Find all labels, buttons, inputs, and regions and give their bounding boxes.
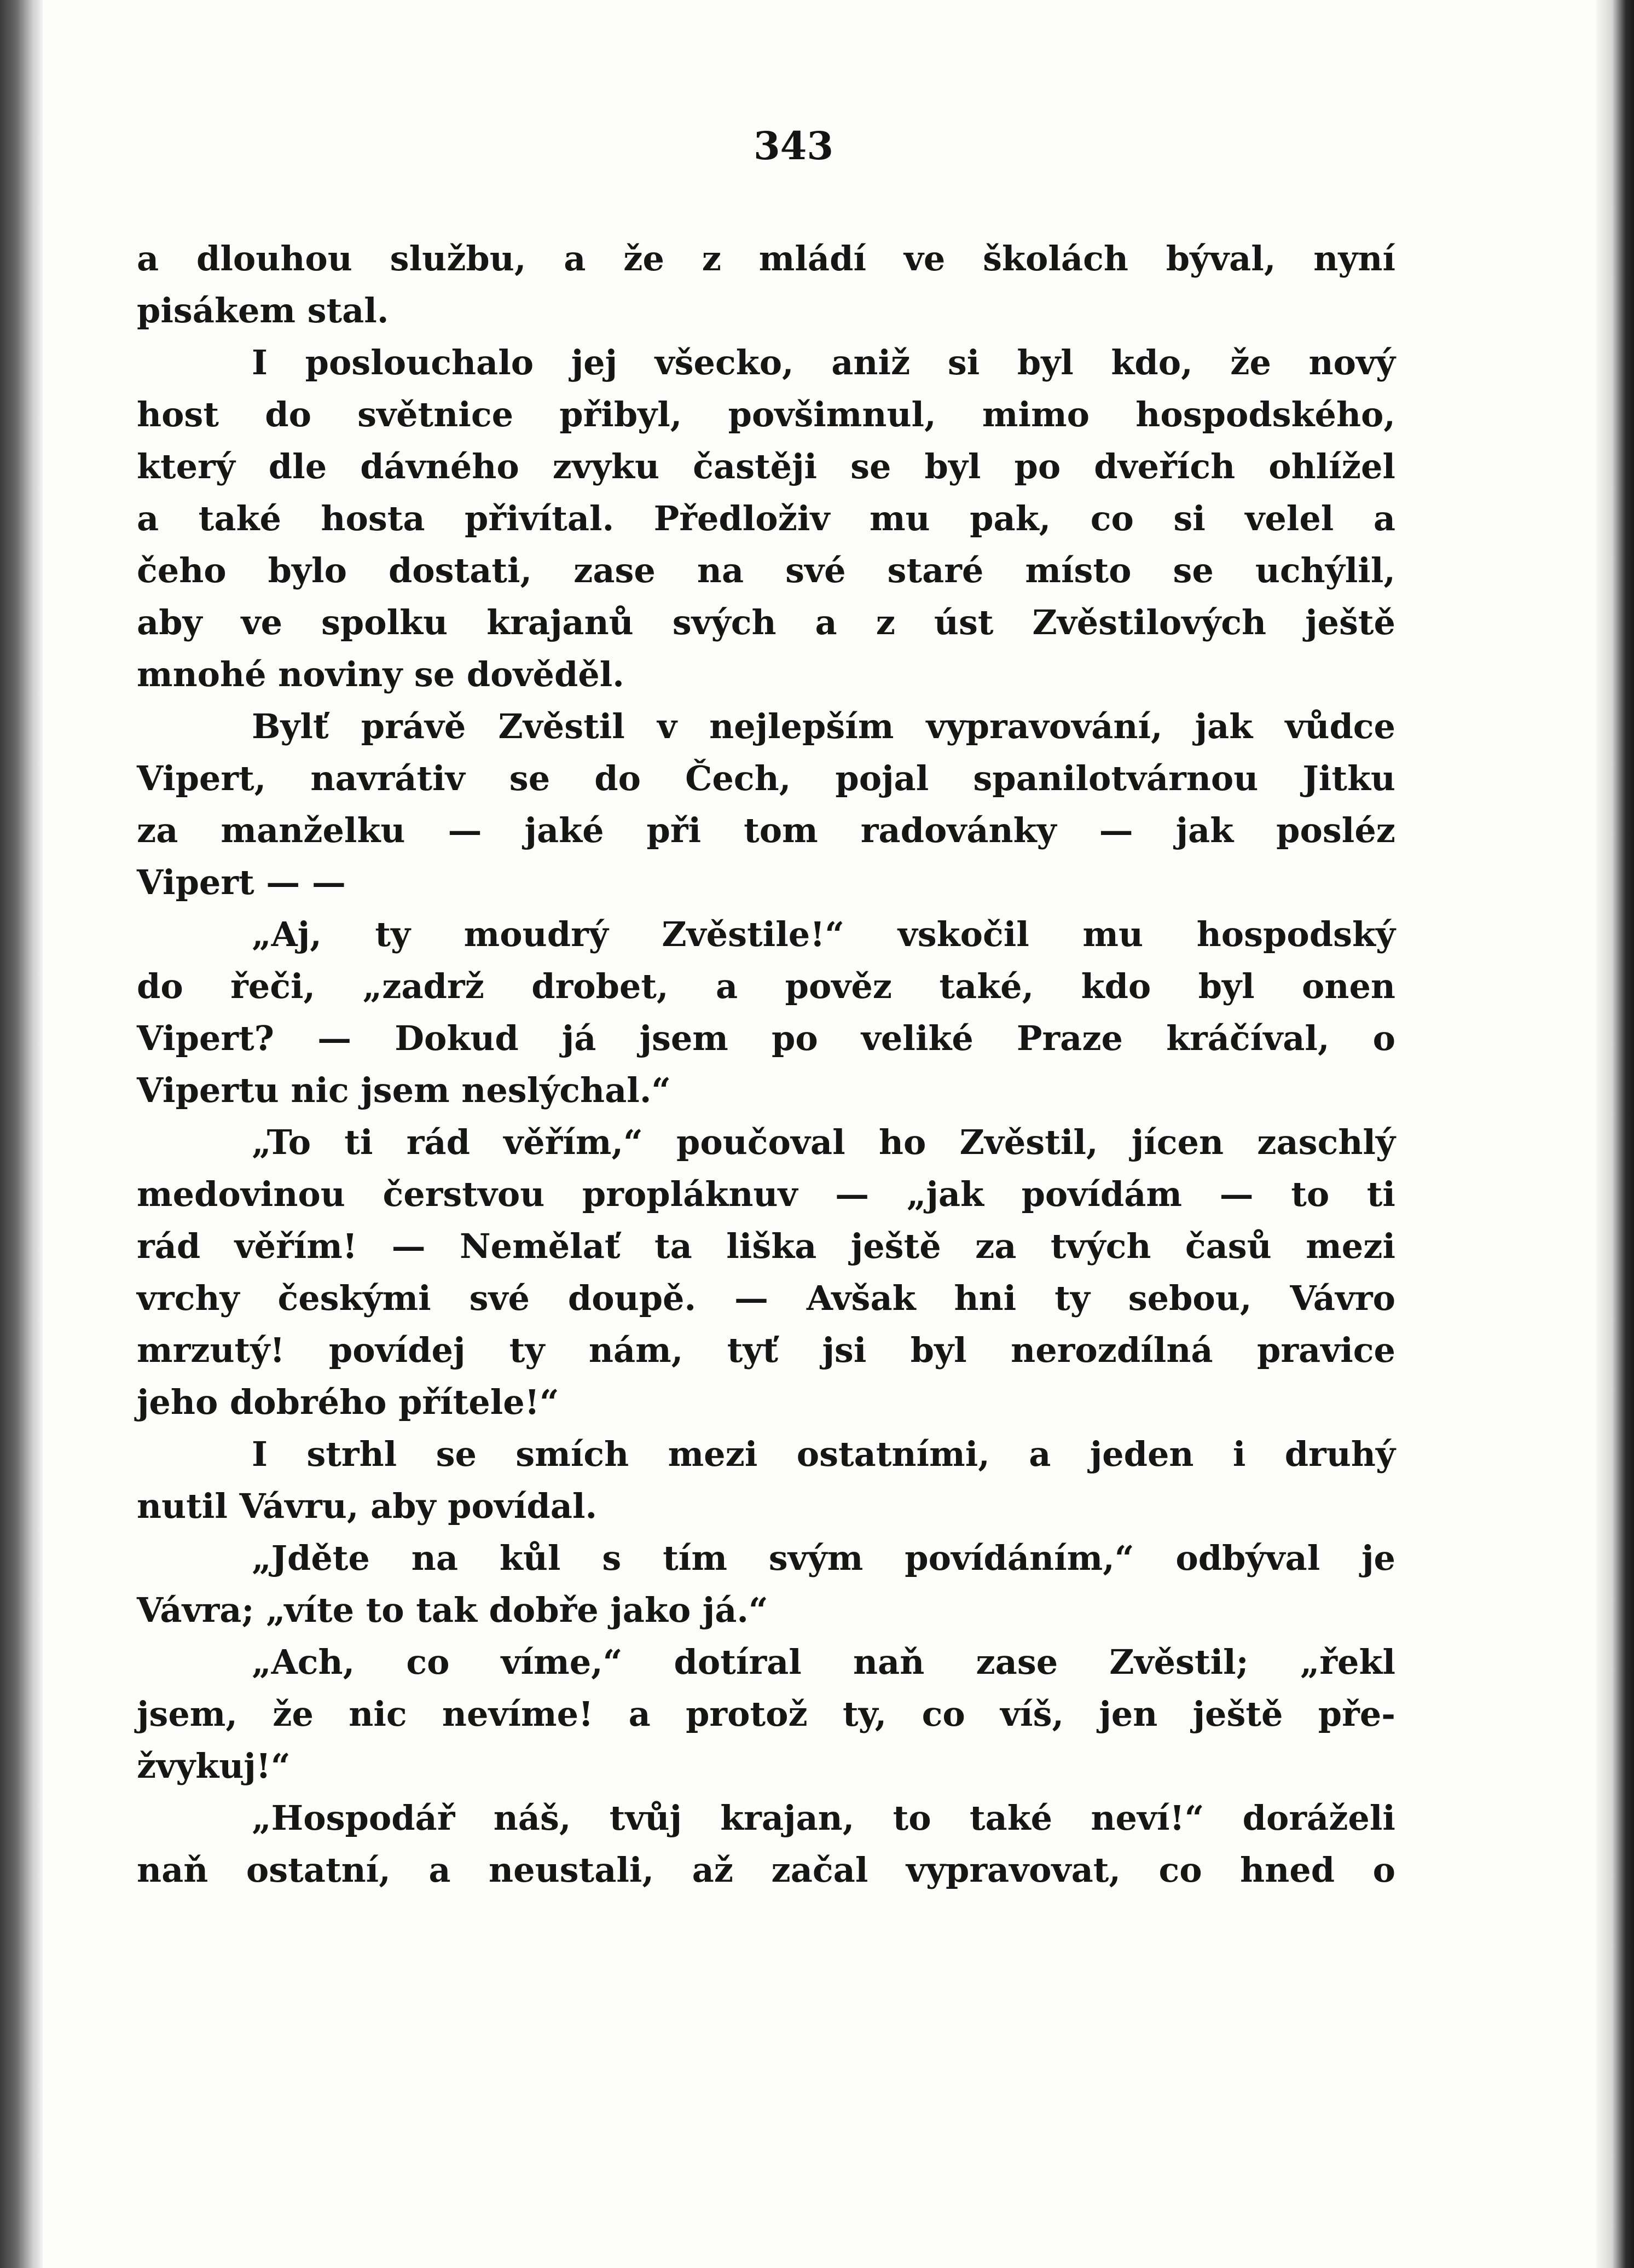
text-line: který dle dávného zvyku častěji se byl po dveřích ohlížel [137, 446, 1395, 486]
text-line: host do světnice přibyl, povšimnul, mimo hospodského, [137, 395, 1395, 434]
text-line: Vipertu nic jsem neslýchal.“ [137, 1070, 671, 1110]
text-line: medovinou čerstvou propláknuv — „jak povídám — to ti [137, 1174, 1395, 1214]
text-line: Vávra; „víte to tak dobře jako já.“ [137, 1590, 768, 1630]
text-line: „Jděte na kůl s tím svým povídáním,“ odbýval je [252, 1538, 1395, 1578]
text-line: mnohé noviny se dověděl. [137, 654, 624, 694]
text-line: čeho bylo dostati, zase na své staré místo se uchýlil, [137, 550, 1395, 590]
text-line: „To ti rád věřím,“ poučoval ho Zvěstil, jícen zaschlý [252, 1122, 1395, 1162]
body-text [137, 233, 1395, 1896]
text-line: za manželku — jaké při tom radovánky — jak posléz [137, 810, 1395, 850]
text-line: do řeči, „zadrž drobet, a pověz také, kdo byl onen [137, 966, 1395, 1006]
text-line: „Hospodář náš, tvůj krajan, to také neví!“ doráželi [252, 1798, 1395, 1838]
page-number: 343 [753, 123, 834, 169]
text-line: Vipert? — Dokud já jsem po veliké Praze kráčíval, o [137, 1018, 1395, 1058]
text-line: žvykuj!“ [137, 1746, 291, 1786]
text-line: jsem, že nic nevíme! a protož ty, co víš, jen ještě pře- [137, 1694, 1395, 1734]
text-line: aby ve spolku krajanů svých a z úst Zvěstilových ještě [137, 602, 1395, 642]
text-line: Bylť právě Zvěstil v nejlepším vypravování, jak vůdce [252, 706, 1395, 746]
text-line: vrchy českými své doupě. — Avšak hni ty sebou, Vávro [137, 1278, 1395, 1318]
text-line: Vipert — — [137, 862, 346, 902]
text-line: „Aj, ty moudrý Zvěstile!“ vskočil mu hospodský [252, 914, 1395, 954]
text-line: mrzutý! povídej ty nám, tyť jsi byl nerozdílná pravice [137, 1330, 1395, 1370]
text-line: nutil Vávru, aby povídal. [137, 1486, 598, 1526]
text-line: pisákem stal. [137, 291, 389, 330]
text-line: I poslouchalo jej všecko, aniž si byl kdo, že nový [252, 343, 1395, 382]
text-line: a dlouhou službu, a že z mládí ve školách býval, nyní [137, 239, 1395, 279]
text-line: „Ach, co víme,“ dotíral naň zase Zvěstil; „řekl [252, 1642, 1395, 1682]
text-line: I strhl se smích mezi ostatními, a jeden i druhý [252, 1434, 1395, 1474]
text-line: a také hosta přivítal. Předloživ mu pak, co si velel a [137, 498, 1395, 538]
text-line: rád věřím! — Nemělať ta liška ještě za tvých časů mezi [137, 1226, 1395, 1266]
page-edge-shadow [1596, 0, 1634, 2268]
text-line: naň ostatní, a neustali, až začal vypravovat, co hned o [137, 1850, 1395, 1890]
text-line: jeho dobrého přítele!“ [137, 1382, 559, 1422]
page-spine-shadow [0, 0, 43, 2268]
text-line: Vipert, navrátiv se do Čech, pojal spanilotvárnou Jitku [137, 758, 1395, 798]
